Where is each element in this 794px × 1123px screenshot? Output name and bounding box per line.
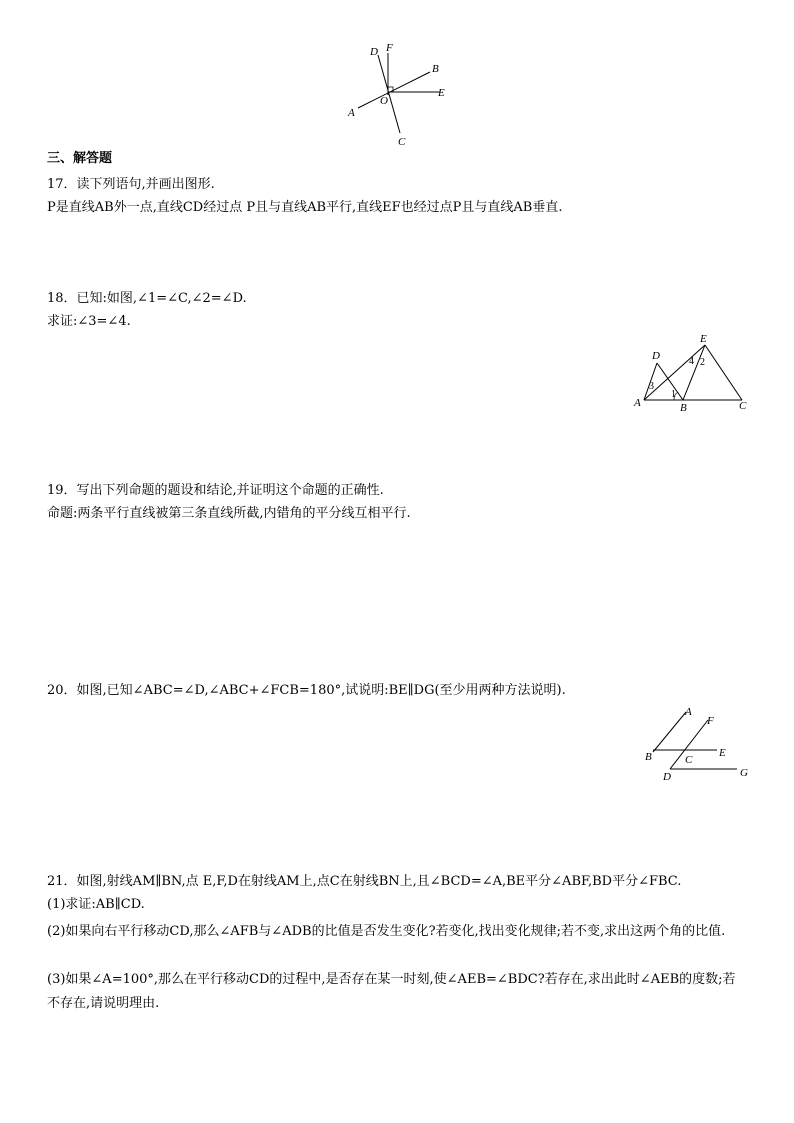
label-D: D: [663, 771, 671, 783]
q18-triangle-figure: [630, 330, 755, 415]
q20-number: 20．: [47, 683, 77, 698]
label-A: A: [685, 706, 692, 718]
q21-p2: (2)如果向右平行移动CD,那么∠AFB与∠ADB的比值是否发生变化?若变化,找出变化规律;若不变,求出这两个角的比值.: [47, 924, 726, 939]
label-B: B: [645, 751, 652, 763]
q20-text1: 如图,已知∠ABC=∠D,∠ABC+∠FCB=180°,试说明:BE∥DG(至少用两种方法说明).: [76, 683, 566, 698]
label-O: O: [380, 95, 388, 107]
label-F: F: [707, 715, 714, 727]
q20-line1: [47, 682, 566, 700]
label-C: C: [739, 400, 747, 412]
label-D: D: [370, 46, 378, 58]
label-F: F: [386, 42, 393, 54]
top-figure-svg: [340, 40, 460, 150]
label-D: D: [652, 350, 660, 362]
seg-BA: [653, 712, 686, 752]
label-n2: 2: [700, 357, 705, 368]
q20-parallel-figure: [640, 700, 755, 785]
q19-number: 19．: [47, 483, 77, 498]
q19-line2: 命题:两条平行直线被第三条直线所截,内错角的平分线互相平行.: [47, 506, 411, 521]
q21-number: 21．: [47, 874, 77, 889]
label-n4: 4: [689, 356, 694, 367]
label-B: B: [432, 63, 439, 75]
line-DC: [378, 55, 400, 133]
label-E: E: [438, 87, 445, 99]
q17-line2: P是直线AB外一点,直线CD经过点 P且与直线AB平行,直线EF也经过点P且与直线AB垂直.: [47, 200, 563, 215]
section-title: 三、解答题: [47, 151, 113, 166]
q18-text1: 已知:如图,∠1=∠C,∠2=∠D.: [76, 291, 247, 306]
label-n3: 3: [649, 381, 654, 392]
q19-text1: 写出下列命题的题设和结论,并证明这个命题的正确性.: [76, 483, 384, 498]
seg-EB: [683, 345, 705, 400]
q21-line1: [47, 873, 681, 891]
q21-text1: 如图,射线AM∥BN,点 E,F,D在射线AM上,点C在射线BN上,且∠BCD=∠A,BE平分∠ABF,BD平分∠FBC.: [76, 874, 682, 889]
q18-line1: [47, 290, 247, 308]
label-n1: 1: [671, 389, 676, 400]
seg-EC: [705, 345, 742, 400]
q20-figure-svg: [640, 700, 755, 785]
label-A: A: [634, 397, 641, 409]
q19-line1: [47, 482, 384, 500]
label-B: B: [680, 402, 687, 414]
top-line-figure: [340, 40, 460, 150]
label-E: E: [700, 333, 707, 345]
label-E: E: [719, 747, 726, 759]
q18-figure-svg: [630, 330, 755, 415]
q18-number: 18．: [47, 291, 77, 306]
q18-line2: 求证:∠3=∠4.: [47, 314, 131, 329]
label-A: A: [348, 107, 355, 119]
q21-p3: (3)如果∠A=100°,那么在平行移动CD的过程中,是否存在某一时刻,使∠AEB=∠BDC?若存在,求出此时∠AEB的度数;若不存在,请说明理由.: [47, 972, 736, 1011]
q17-line1: [47, 176, 215, 194]
label-C: C: [398, 136, 406, 148]
q17-text1: 读下列语句,并画出图形.: [76, 177, 215, 192]
label-C: C: [685, 754, 693, 766]
line-AB: [358, 72, 430, 108]
q17-number: 17．: [47, 177, 77, 192]
label-G: G: [740, 767, 748, 779]
q21-p1: (1)求证:AB∥CD.: [47, 897, 145, 912]
